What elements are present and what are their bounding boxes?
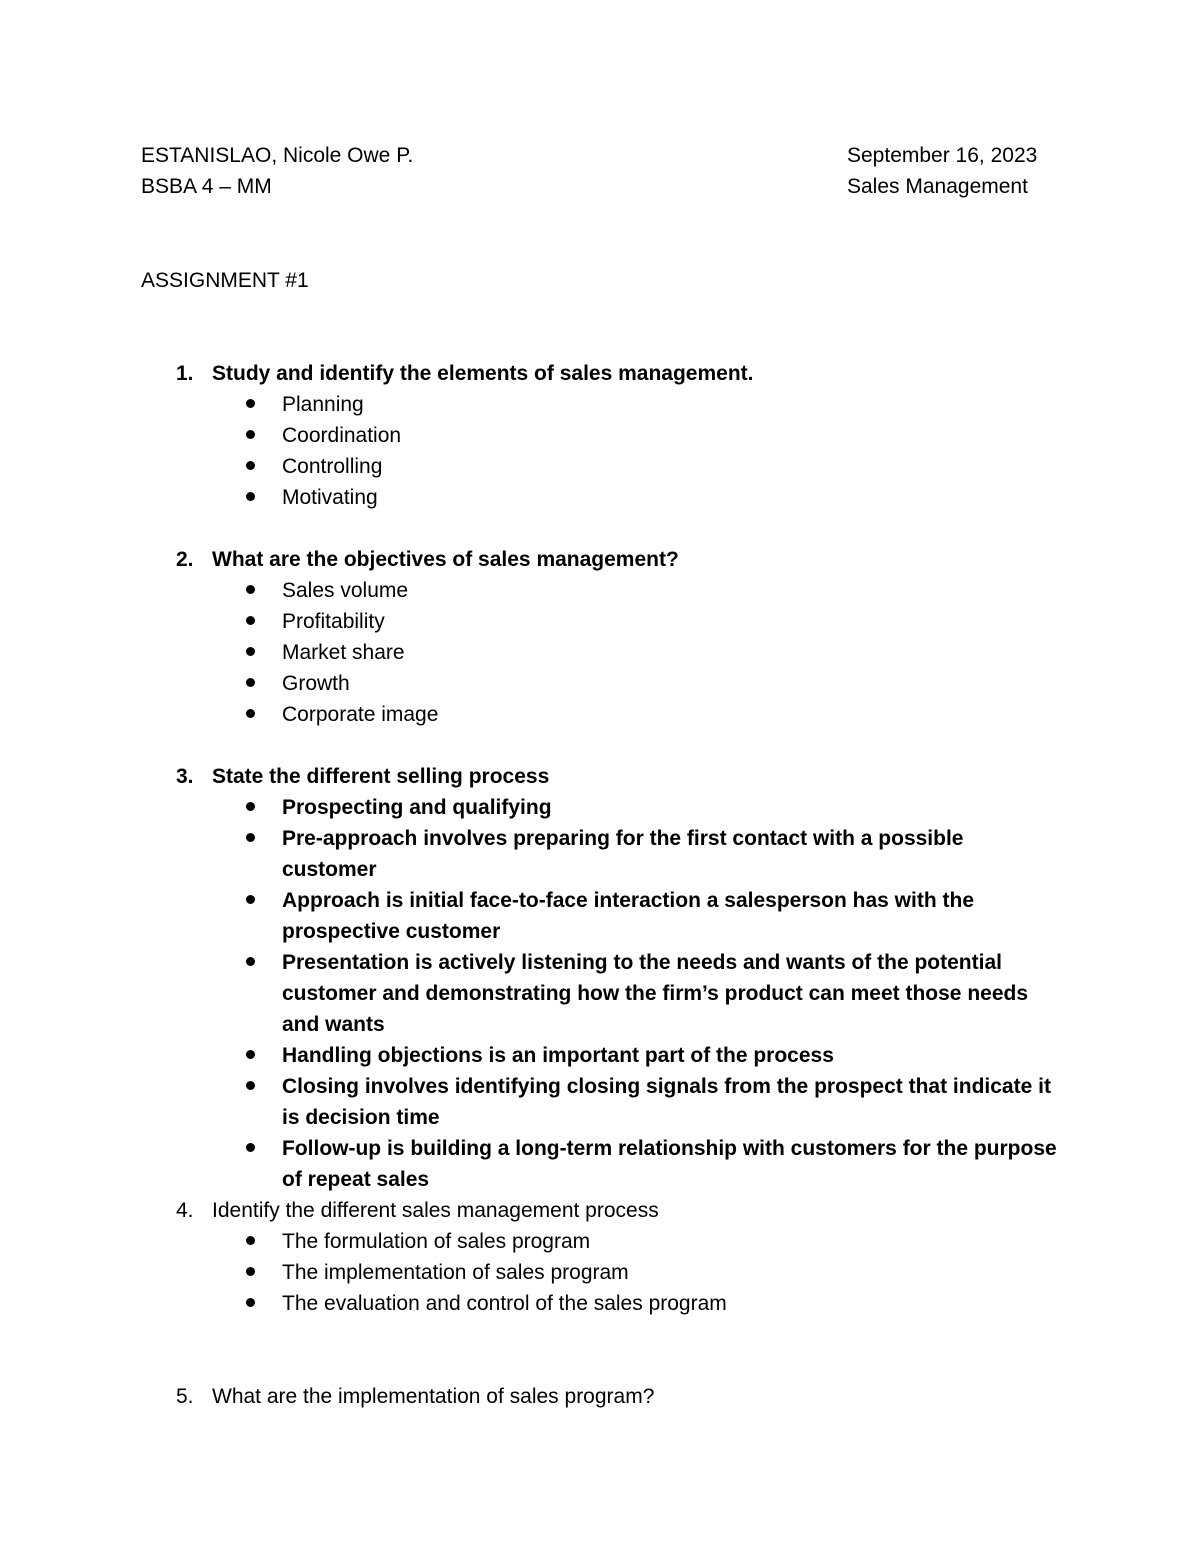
list-item: The evaluation and control of the sales program [246,1288,1060,1319]
question-2-heading [176,544,1060,575]
question-number: 5. [176,1385,194,1408]
subject-name: Sales Management [847,175,1028,198]
student-name: ESTANISLAO, Nicole Owe P. [141,144,414,167]
question-text: Identify the different sales management process [212,1199,659,1222]
list-item: Handling objections is an important part of the process [246,1040,1060,1071]
question-4-answers [176,1226,1060,1319]
list-item: The implementation of sales program [246,1257,1060,1288]
list-item: The formulation of sales program [246,1226,1060,1257]
bullet-icon [246,585,255,594]
bullet-icon [246,1081,255,1090]
question-5-heading [176,1381,1060,1412]
list-item: Pre-approach involves preparing for the first contact with a possible customer [246,823,1060,885]
question-1-heading [176,358,1060,389]
question-3-answers [176,792,1060,1195]
list-item: Sales volume [246,575,1060,606]
bullet-icon [246,1236,255,1245]
bullet-icon [246,1267,255,1276]
bullet-icon [246,492,255,501]
question-4-heading [176,1195,1060,1226]
question-1-answers [176,389,1060,513]
list-item: Approach is initial face-to-face interaction a salesperson has with the prospective customer [246,885,1060,947]
list-item: Growth [246,668,1060,699]
list-item: Closing involves identifying closing signals from the prospect that indicate it is decision time [246,1071,1060,1133]
question-text: What are the objectives of sales management? [212,548,679,571]
bullet-icon [246,1298,255,1307]
question-text: State the different selling process [212,765,550,788]
question-4 [176,1195,1060,1319]
list-item: Presentation is actively listening to the needs and wants of the potential customer and demonstrating how the firm’s product can meet those needs and wants [246,947,1060,1040]
list-item: Market share [246,637,1060,668]
bullet-icon [246,802,255,811]
list-item: Motivating [246,482,1060,513]
question-1 [176,358,1060,513]
bullet-icon [246,647,255,656]
bullet-icon [246,1050,255,1059]
question-number: 4. [176,1199,194,1222]
list-item: Profitability [246,606,1060,637]
bullet-icon [246,957,255,966]
list-item: Coordination [246,420,1060,451]
bullet-icon [246,895,255,904]
list-item: Controlling [246,451,1060,482]
bullet-icon [246,616,255,625]
list-item: Follow-up is building a long-term relationship with customers for the purpose of repeat sales [246,1133,1060,1195]
question-2 [176,544,1060,730]
bullet-icon [246,833,255,842]
list-item: Prospecting and qualifying [246,792,1060,823]
list-item: Planning [246,389,1060,420]
question-number: 1. [176,362,194,385]
list-item: Corporate image [246,699,1060,730]
bullet-icon [246,430,255,439]
question-5 [176,1381,1060,1412]
assignment-date: September 16, 2023 [847,144,1038,167]
assignment-title: ASSIGNMENT #1 [141,269,309,292]
question-text: What are the implementation of sales program? [212,1385,655,1408]
bullet-icon [246,461,255,470]
question-3-heading [176,761,1060,792]
question-number: 3. [176,765,194,788]
question-number: 2. [176,548,194,571]
course-section: BSBA 4 – MM [141,175,272,198]
question-3 [176,761,1060,1195]
question-text: Study and identify the elements of sales management. [212,362,754,385]
question-2-answers [176,575,1060,730]
bullet-icon [246,678,255,687]
bullet-icon [246,709,255,718]
bullet-icon [246,1143,255,1152]
bullet-icon [246,399,255,408]
